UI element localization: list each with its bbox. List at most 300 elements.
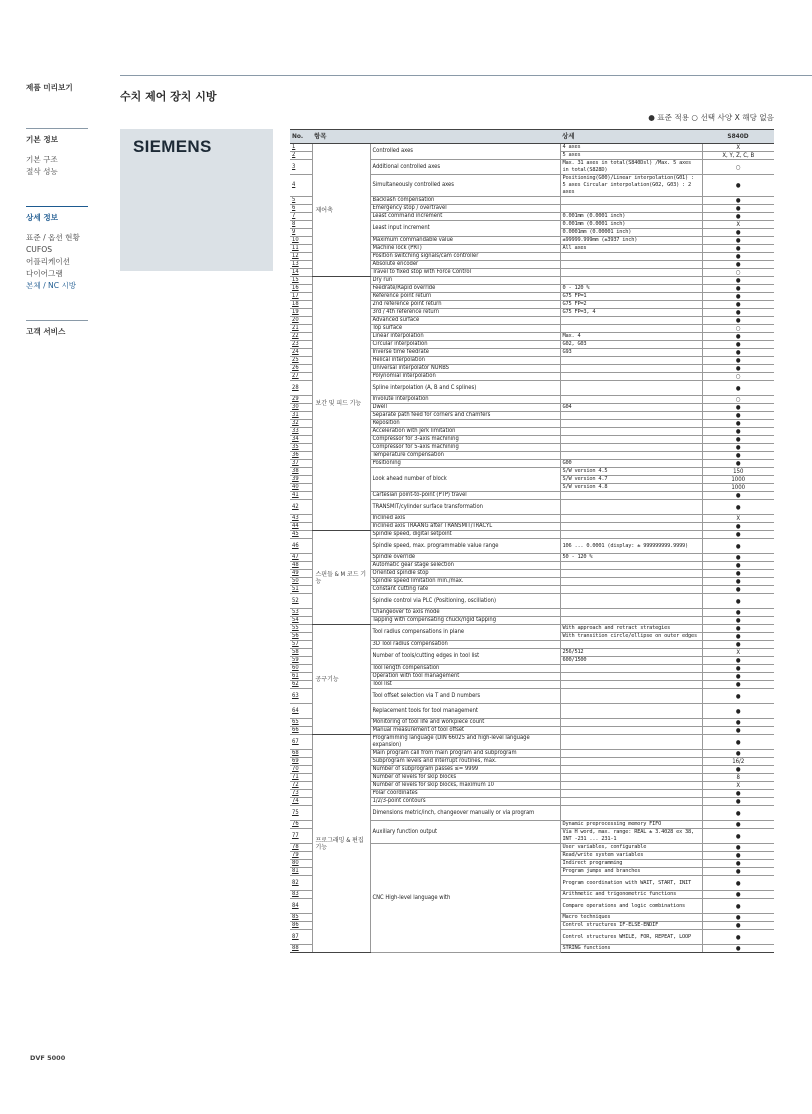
availability-mark: ● <box>702 852 774 860</box>
item-name: Tool radius compensations in plane <box>370 625 560 641</box>
item-detail <box>560 253 702 261</box>
item-name: Controlled axes <box>370 144 560 160</box>
item-name: Simultaneously controlled axes <box>370 175 560 197</box>
item-name: CNC High-level language with <box>370 844 560 953</box>
item-detail <box>560 500 702 515</box>
nav-basic-info[interactable]: 기본 정보 <box>26 135 58 144</box>
item-detail <box>560 365 702 373</box>
row-number: 28 <box>290 381 312 396</box>
availability-mark: ● <box>702 554 774 562</box>
row-number: 23 <box>290 341 312 349</box>
row-number: 81 <box>290 868 312 876</box>
availability-mark: ● <box>702 891 774 899</box>
item-detail <box>560 798 702 806</box>
row-number: 20 <box>290 317 312 325</box>
availability-mark: ● <box>702 578 774 586</box>
availability-mark: ● <box>702 829 774 844</box>
row-number: 18 <box>290 301 312 309</box>
nav-customer-service[interactable]: 고객 서비스 <box>26 327 66 336</box>
row-number: 73 <box>290 790 312 798</box>
item-detail <box>560 665 702 673</box>
item-detail <box>560 515 702 523</box>
item-detail <box>560 578 702 586</box>
item-name: TRANSMIT/cylinder surface transformation <box>370 500 560 515</box>
item-name: Dwell <box>370 404 560 412</box>
item-name: Reposition <box>370 420 560 428</box>
item-name: Auxiliary function output <box>370 821 560 844</box>
item-name: Compressor for 5-axis machining <box>370 444 560 452</box>
item-detail: 5 axes <box>560 152 702 160</box>
item-detail: Positioning(G00)/Linear interpolation(G01) : 5 axes Circular interpolation(G02, G03) : 2 axes <box>560 175 702 197</box>
nav-diagram[interactable]: 다이어그램 <box>26 269 63 278</box>
item-name: Tapping with compensating chuck/rigid tapping <box>370 617 560 625</box>
item-name: Separate path feed for corners and chamfers <box>370 412 560 420</box>
availability-mark: ● <box>702 197 774 205</box>
availability-mark: ● <box>702 261 774 269</box>
item-detail: ±99999.999mm (±3937 inch) <box>560 237 702 245</box>
availability-mark: ● <box>702 301 774 309</box>
row-number: 9 <box>290 229 312 237</box>
availability-mark: ○ <box>702 373 774 381</box>
item-name: Inverse time feedrate <box>370 349 560 357</box>
availability-mark: ● <box>702 844 774 852</box>
row-number: 47 <box>290 554 312 562</box>
nav-detail-info[interactable]: 상세 정보 <box>26 213 58 222</box>
item-detail <box>560 609 702 617</box>
item-detail <box>560 428 702 436</box>
item-detail: 0 - 120 % <box>560 285 702 293</box>
item-name: Spline interpolation (A, B and C splines) <box>370 381 560 396</box>
item-detail <box>560 197 702 205</box>
availability-mark: ● <box>702 349 774 357</box>
item-detail: 600/1500 <box>560 657 702 665</box>
row-number: 67 <box>290 735 312 750</box>
row-number: 50 <box>290 578 312 586</box>
item-detail: G93 <box>560 349 702 357</box>
item-detail <box>560 261 702 269</box>
group-label: 프로그래밍 & 편집기능 <box>312 735 370 953</box>
item-name: Changeover to axis mode <box>370 609 560 617</box>
row-number: 22 <box>290 333 312 341</box>
nav-cutting-performance[interactable]: 절삭 성능 <box>26 167 58 176</box>
item-name: Helical interpolation <box>370 357 560 365</box>
availability-mark: ● <box>702 806 774 821</box>
item-name: Least command increment <box>370 213 560 221</box>
row-number: 69 <box>290 758 312 766</box>
item-detail <box>560 681 702 689</box>
availability-mark: ● <box>702 412 774 420</box>
availability-mark: ● <box>702 237 774 245</box>
item-detail: Indirect programming <box>560 860 702 868</box>
item-detail <box>560 617 702 625</box>
item-name: Positioning <box>370 460 560 468</box>
item-detail <box>560 704 702 719</box>
row-number: 14 <box>290 269 312 277</box>
item-name: Acceleration with Jerk limitation <box>370 428 560 436</box>
row-number: 86 <box>290 922 312 930</box>
siemens-logo: SIEMENS <box>133 137 212 156</box>
row-number: 54 <box>290 617 312 625</box>
item-detail: S/W version 4.7 <box>560 476 702 484</box>
item-detail <box>560 325 702 333</box>
row-number: 53 <box>290 609 312 617</box>
row-number: 24 <box>290 349 312 357</box>
item-detail: Read/write system variables <box>560 852 702 860</box>
item-detail: G75 FP=1 <box>560 293 702 301</box>
row-number: 80 <box>290 860 312 868</box>
item-detail <box>560 689 702 704</box>
availability-mark: ● <box>702 436 774 444</box>
row-number: 79 <box>290 852 312 860</box>
table-row <box>290 531 774 539</box>
item-detail: 50 - 120 % <box>560 554 702 562</box>
item-detail <box>560 205 702 213</box>
item-name: Dry run <box>370 277 560 285</box>
item-detail: G02, G03 <box>560 341 702 349</box>
item-detail <box>560 277 702 285</box>
row-number: 37 <box>290 460 312 468</box>
row-number: 41 <box>290 492 312 500</box>
availability-mark: ● <box>702 681 774 689</box>
availability-mark: ● <box>702 381 774 396</box>
row-number: 32 <box>290 420 312 428</box>
item-detail <box>560 444 702 452</box>
row-number: 65 <box>290 719 312 727</box>
availability-mark: ● <box>702 945 774 953</box>
availability-mark: ● <box>702 205 774 213</box>
item-name: 1/2/3-point contours <box>370 798 560 806</box>
item-detail <box>560 373 702 381</box>
availability-mark: ● <box>702 790 774 798</box>
item-name: Look ahead number of block <box>370 468 560 492</box>
item-detail <box>560 774 702 782</box>
row-number: 25 <box>290 357 312 365</box>
availability-mark: ● <box>702 821 774 829</box>
row-number: 1 <box>290 144 312 152</box>
item-detail <box>560 790 702 798</box>
availability-mark: ● <box>702 317 774 325</box>
availability-mark: ● <box>702 523 774 531</box>
row-number: 55 <box>290 625 312 633</box>
item-detail: User variables, configurable <box>560 844 702 852</box>
availability-mark: ● <box>702 492 774 500</box>
item-detail <box>560 396 702 404</box>
item-detail <box>560 523 702 531</box>
page-title: 수치 제어 장치 시방 <box>120 90 217 103</box>
item-name: Tool offset selection via T and D numbers <box>370 689 560 704</box>
item-name: Spindle speed limitation min./max. <box>370 578 560 586</box>
row-number: 6 <box>290 205 312 213</box>
sidebar-nav <box>26 76 88 337</box>
item-name: Polynomial interpolation <box>370 373 560 381</box>
item-detail <box>560 586 702 594</box>
item-detail: 256/512 <box>560 649 702 657</box>
item-detail: All axes <box>560 245 702 253</box>
availability-mark: ● <box>702 641 774 649</box>
item-name: Machine lock (PRT) <box>370 245 560 253</box>
availability-mark: ○ <box>702 396 774 404</box>
row-number: 71 <box>290 774 312 782</box>
availability-mark: ● <box>702 633 774 641</box>
table-row <box>290 735 774 750</box>
row-number: 8 <box>290 221 312 229</box>
item-detail: Macro techniques <box>560 914 702 922</box>
availability-mark: ● <box>702 253 774 261</box>
row-number: 51 <box>290 586 312 594</box>
item-name: Spindle override <box>370 554 560 562</box>
item-detail: 106 ... 0.0001 (display: ± 999999999.9999) <box>560 539 702 554</box>
item-name: Main program call from main program and subprogram <box>370 750 560 758</box>
row-number: 15 <box>290 277 312 285</box>
row-number: 43 <box>290 515 312 523</box>
item-name: Spindle control via PLC (Positioning, oscillation) <box>370 594 560 609</box>
item-name: Cartesian point-to-point (PTP) travel <box>370 492 560 500</box>
row-number: 21 <box>290 325 312 333</box>
availability-mark: ● <box>702 500 774 515</box>
item-detail <box>560 381 702 396</box>
item-detail: Program coordination with WAIT, START, INIT <box>560 876 702 891</box>
item-detail <box>560 727 702 735</box>
row-number: 82 <box>290 876 312 891</box>
row-number: 7 <box>290 213 312 221</box>
nav-basic-structure[interactable]: 기본 구조 <box>26 155 58 164</box>
row-number: 68 <box>290 750 312 758</box>
row-number: 46 <box>290 539 312 554</box>
header-detail: 상세 <box>560 130 702 144</box>
row-number: 48 <box>290 562 312 570</box>
row-number: 3 <box>290 160 312 175</box>
header-item: 항목 <box>312 130 560 144</box>
availability-mark: X <box>702 782 774 790</box>
header-no: No. <box>290 130 312 144</box>
availability-mark: ● <box>702 309 774 317</box>
item-name: Manual measurement of tool offset <box>370 727 560 735</box>
availability-mark: ● <box>702 420 774 428</box>
item-detail: Control structures WHILE, FOR, REPEAT, LOOP <box>560 930 702 945</box>
availability-mark: 1000 <box>702 476 774 484</box>
row-number: 49 <box>290 570 312 578</box>
group-label: 보간 및 피드 기능 <box>312 277 370 531</box>
item-name: Spindle speed, max. programmable value range <box>370 539 560 554</box>
availability-mark: ● <box>702 922 774 930</box>
row-number: 4 <box>290 175 312 197</box>
availability-mark: X, Y, Z, C, B <box>702 152 774 160</box>
item-detail <box>560 641 702 649</box>
item-detail <box>560 357 702 365</box>
availability-mark: ○ <box>702 269 774 277</box>
item-detail: Max. 4 <box>560 333 702 341</box>
item-detail: Via H word, max. range: REAL ± 3.4028 ex 38, INT -231 ... 231-1 <box>560 829 702 844</box>
availability-mark: ● <box>702 798 774 806</box>
item-detail <box>560 750 702 758</box>
availability-mark: X <box>702 515 774 523</box>
brand-panel <box>120 129 273 271</box>
row-number: 16 <box>290 285 312 293</box>
item-name: Subprogram levels and interrupt routines, max. <box>370 758 560 766</box>
nav-nc-spec[interactable]: 본체 / NC 시방 <box>26 281 77 290</box>
availability-mark: ● <box>702 341 774 349</box>
item-name: Tool length compensation <box>370 665 560 673</box>
footer-model: DVF 5000 <box>30 1054 66 1062</box>
availability-mark: X <box>702 649 774 657</box>
item-detail <box>560 758 702 766</box>
table-row <box>290 144 774 152</box>
row-number: 26 <box>290 365 312 373</box>
nav-application[interactable]: 어플리케이션 <box>26 257 71 266</box>
row-number: 60 <box>290 665 312 673</box>
item-detail <box>560 412 702 420</box>
item-detail: Dynamic preprocessing memory FIFO <box>560 821 702 829</box>
availability-mark: ● <box>702 365 774 373</box>
table-row <box>290 625 774 633</box>
item-name: Polar coordinates <box>370 790 560 798</box>
row-number: 10 <box>290 237 312 245</box>
item-detail <box>560 452 702 460</box>
table-row <box>290 277 774 285</box>
availability-mark: ● <box>702 229 774 237</box>
item-name: Universal interpolator NURBS <box>370 365 560 373</box>
item-detail <box>560 570 702 578</box>
item-detail: G75 FP=3, 4 <box>560 309 702 317</box>
availability-mark: ● <box>702 735 774 750</box>
row-number: 27 <box>290 373 312 381</box>
nav-divider <box>26 320 88 321</box>
item-name: Emergency stop / overtravel <box>370 205 560 213</box>
nav-product-preview[interactable]: 제품 미리보기 <box>26 83 73 92</box>
row-number: 36 <box>290 452 312 460</box>
group-label: 스핀들 & M 코드 기능 <box>312 531 370 625</box>
item-detail <box>560 492 702 500</box>
item-name: Constant cutting rate <box>370 586 560 594</box>
item-detail <box>560 269 702 277</box>
row-number: 85 <box>290 914 312 922</box>
item-detail: Control structures IF-ELSE-ENDIF <box>560 922 702 930</box>
item-detail: Program jumps and branches <box>560 868 702 876</box>
item-name: Spindle speed, digital setpoint <box>370 531 560 539</box>
row-number: 62 <box>290 681 312 689</box>
table-body <box>290 144 774 953</box>
row-number: 44 <box>290 523 312 531</box>
item-name: Compressor for 3-axis machining <box>370 436 560 444</box>
availability-mark: ● <box>702 570 774 578</box>
row-number: 57 <box>290 641 312 649</box>
item-detail <box>560 531 702 539</box>
item-name: Oriented spindle stop <box>370 570 560 578</box>
header-rule <box>120 75 812 76</box>
availability-mark: X <box>702 221 774 229</box>
nav-divider-active <box>26 206 88 207</box>
availability-mark: ● <box>702 860 774 868</box>
item-name: Absolute encoder <box>370 261 560 269</box>
availability-mark: ● <box>702 531 774 539</box>
item-detail: 4 axes <box>560 144 702 152</box>
item-detail: Compare operations and logic combinations <box>560 899 702 914</box>
item-name: Circular interpolation <box>370 341 560 349</box>
availability-mark: ● <box>702 673 774 681</box>
availability-mark: ● <box>702 539 774 554</box>
nav-cufos[interactable]: CUFOS <box>26 245 53 254</box>
item-detail: G00 <box>560 460 702 468</box>
item-name: Number of subprogram passes ≤= 9999 <box>370 766 560 774</box>
item-detail <box>560 317 702 325</box>
item-detail: S/W version 4.5 <box>560 468 702 476</box>
availability-mark: ● <box>702 277 774 285</box>
row-number: 38 <box>290 468 312 476</box>
availability-mark: ● <box>702 404 774 412</box>
availability-mark: ● <box>702 444 774 452</box>
row-number: 30 <box>290 404 312 412</box>
item-detail: With approach and retract strategies <box>560 625 702 633</box>
row-number: 52 <box>290 594 312 609</box>
item-name: Maximum commandable value <box>370 237 560 245</box>
group-label: 제어축 <box>312 144 370 277</box>
item-name: Feedrate/Rapid override <box>370 285 560 293</box>
item-detail: STRING functions <box>560 945 702 953</box>
row-number: 35 <box>290 444 312 452</box>
item-name: Involute interpolation <box>370 396 560 404</box>
availability-mark: ● <box>702 175 774 197</box>
row-number: 61 <box>290 673 312 681</box>
row-number: 39 <box>290 476 312 484</box>
header-model: S840D <box>702 130 774 144</box>
availability-mark: ● <box>702 750 774 758</box>
item-name: Tool list <box>370 681 560 689</box>
group-label: 공구기능 <box>312 625 370 735</box>
availability-mark: ● <box>702 766 774 774</box>
row-number: 70 <box>290 766 312 774</box>
table-header-row <box>290 130 774 144</box>
row-number: 42 <box>290 500 312 515</box>
availability-mark: ● <box>702 899 774 914</box>
nav-standard-option[interactable]: 표준 / 옵션 현황 <box>26 233 80 242</box>
row-number: 13 <box>290 261 312 269</box>
row-number: 75 <box>290 806 312 821</box>
availability-mark: ● <box>702 727 774 735</box>
item-name: Inclined axis TRAANG after TRANSMIT/TRACYL <box>370 523 560 531</box>
row-number: 33 <box>290 428 312 436</box>
row-number: 19 <box>290 309 312 317</box>
item-name: Inclined axis <box>370 515 560 523</box>
availability-mark: ● <box>702 930 774 945</box>
availability-mark: ● <box>702 586 774 594</box>
item-name: Least input increment <box>370 221 560 237</box>
item-name: 3rd / 4th reference return <box>370 309 560 317</box>
row-number: 72 <box>290 782 312 790</box>
availability-mark: ○ <box>702 160 774 175</box>
row-number: 5 <box>290 197 312 205</box>
availability-mark: ● <box>702 357 774 365</box>
availability-mark: ● <box>702 719 774 727</box>
availability-mark: ● <box>702 625 774 633</box>
availability-mark: ● <box>702 704 774 719</box>
row-number: 12 <box>290 253 312 261</box>
item-name: Advanced surface <box>370 317 560 325</box>
item-detail: 0.001mm (0.0001 inch) <box>560 221 702 229</box>
item-detail: Max. 31 axes in total(S840Dsl) /Max. 5 axes in total(S828D) <box>560 160 702 175</box>
row-number: 11 <box>290 245 312 253</box>
availability-mark: ● <box>702 609 774 617</box>
availability-mark: ○ <box>702 325 774 333</box>
item-detail: G75 FP=2 <box>560 301 702 309</box>
item-detail <box>560 719 702 727</box>
row-number: 83 <box>290 891 312 899</box>
row-number: 56 <box>290 633 312 641</box>
item-detail <box>560 562 702 570</box>
row-number: 34 <box>290 436 312 444</box>
availability-mark: ● <box>702 665 774 673</box>
availability-mark: ● <box>702 657 774 665</box>
availability-mark: ● <box>702 285 774 293</box>
